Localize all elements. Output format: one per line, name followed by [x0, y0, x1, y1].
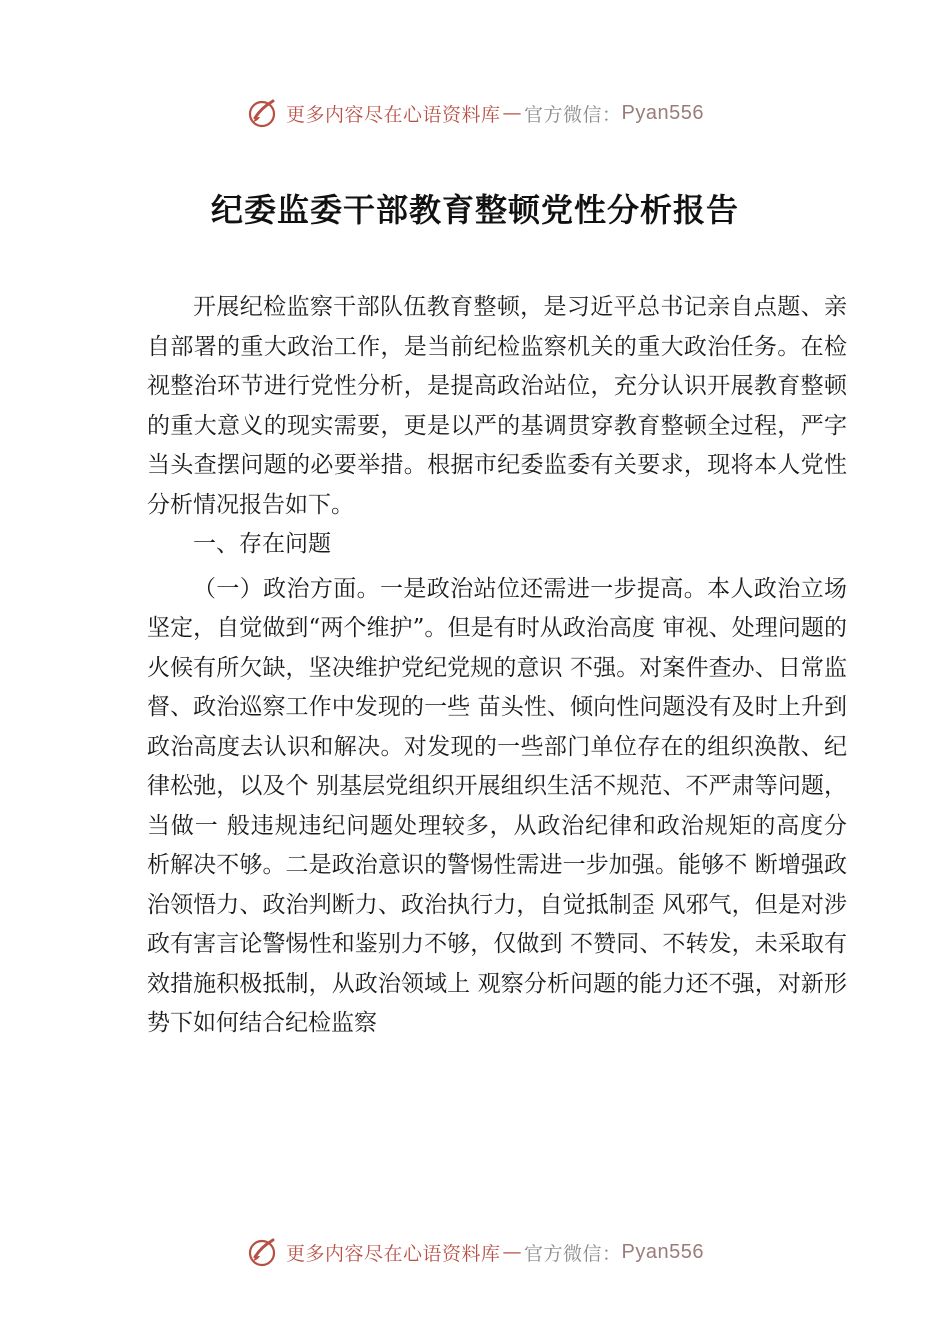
watermark-dash: — — [502, 1241, 523, 1263]
section-heading: 一、存在问题 — [193, 531, 331, 557]
watermark-text: 更多内容尽在心语资料库 — [286, 1242, 501, 1265]
watermark-dash: — — [502, 102, 523, 124]
watermark-wechat-id: Pyan556 — [621, 101, 704, 124]
watermark-label: 官方微信： — [524, 103, 622, 126]
brush-logo-icon — [246, 96, 280, 130]
header-watermark — [0, 96, 950, 130]
watermark-text: 更多内容尽在心语资料库 — [286, 103, 501, 126]
footer-watermark — [0, 1235, 950, 1269]
watermark-wechat-id: Pyan556 — [621, 1240, 704, 1263]
political-aspect-paragraph: （一）政治方面。一是政治站位还需进一步提高。本人政治立场坚定，自觉做到“两个维护”。但是有时从政治高度 审视、处理问题的火候有所欠缺，坚决维护党纪党规的意识 不强。对案件查办、日常监督、政治巡察工作中发现的一些 苗头性、倾向性问题没有及时上升到政治高度去认识和解决。对发现的一些部门单位存在的组织涣散、纪律松弛，以及个 别基层党组织开展组织生活不规范、不严肃等问题，当做一 般违规违纪问题处理较多，从政治纪律和政治规矩的高度分 析解决不够。二是政治意识的警惕性需进一步加强。能够不 断增强政治领悟力、政治判断力、政治执行力，自觉抵制歪 风邪气，但是对涉政有害言论警惕性和鉴别力不够，仅做到 不赞同、不转发，未采取有效措施积极抵制，从政治领域上 观察分析问题的能力还不强，对新形势下如何结合纪检监察 — [147, 575, 847, 1036]
watermark-label: 官方微信： — [524, 1242, 622, 1265]
brush-logo-icon — [246, 1235, 280, 1269]
intro-paragraph: 开展纪检监察干部队伍教育整顿，是习近平总书记亲自点题、亲自部署的重大政治工作，是当前纪检监察机关的重大政治任务。在检视整治环节进行党性分析，是提高政治站位，充分认识开展教育整顿的重大意义的现实需要，更是以严的基调贯穿教育整顿全过程，严字当头查摆问题的必要举措。根据市纪委监委有关要求，现将本人党性分析情况报告如下。 — [147, 294, 847, 518]
document-title: 纪委监委干部教育整顿党性分析报告 — [210, 191, 739, 229]
document-body — [147, 288, 847, 1044]
